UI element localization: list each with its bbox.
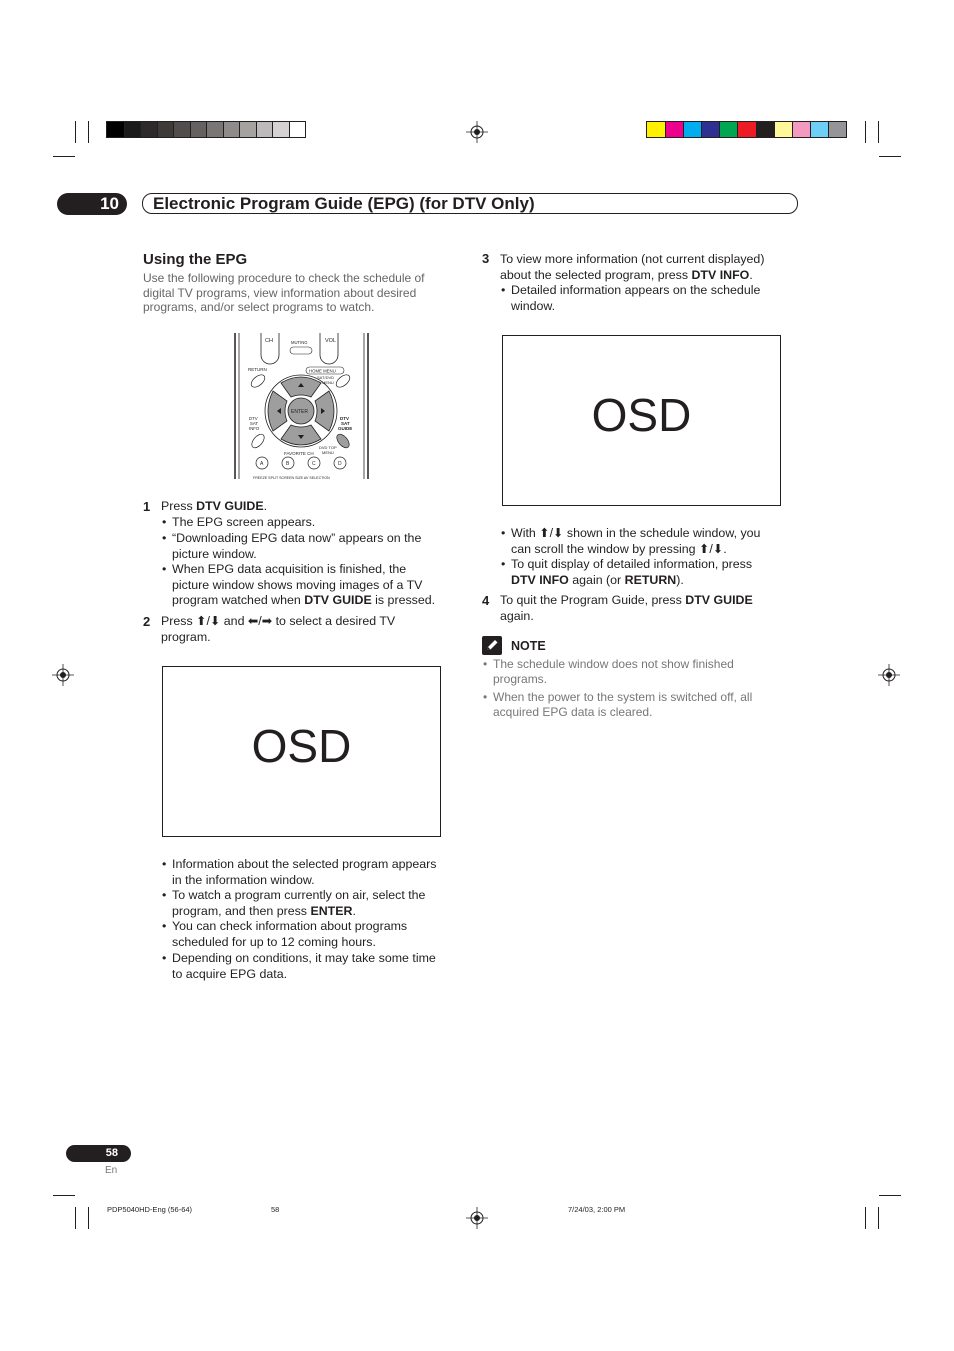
remote-label: GUIDE [338,426,353,431]
remote-label: MUTING [291,340,308,345]
intro-line: digital TV programs, view information about desired [143,285,417,300]
remote-label: B [286,461,290,467]
remote-label: FAVORITE CH [284,451,314,456]
remote-label: D [338,461,342,467]
remote-label: C [312,461,316,467]
step-number: 1 [143,499,151,514]
remote-label: SAT/DVD [317,375,335,380]
registration-target-icon [466,1207,488,1229]
up-down-arrow-icon: ⬆/⬇ [539,526,564,540]
color-swatch [239,122,256,137]
color-swatch [107,122,124,137]
chapter-number: 10 [57,193,127,215]
osd-bullet: • To quit display of detailed information, press DTV INFO again (or RETURN). [501,557,753,587]
color-swatch [792,122,810,137]
section-intro [143,271,463,315]
step-1-text: Press DTV GUIDE. [161,499,268,513]
color-swatch [272,122,289,137]
color-swatch [737,122,755,137]
note-item: • The schedule window does not show finished programs. [483,657,734,686]
section-heading: Using the EPG [143,251,248,268]
remote-label: MENU [322,450,334,455]
step-1-bullet: • When EPG data acquisition is finished, the picture window shows moving images of a TV program watched when DTV GUIDE is pressed. [162,562,436,608]
step-4-text: To quit the Program Guide, press DTV GUIDE again. [500,593,753,623]
step-1-bullet: • The EPG screen appears. [162,515,316,529]
color-swatch [719,122,737,137]
osd-bullet: • Depending on conditions, it may take some time to acquire EPG data. [162,951,436,981]
color-swatch [774,122,792,137]
osd-label: OSD [251,720,352,772]
remote-label: DVD TOP [319,445,337,450]
step-number: 2 [143,614,151,629]
registration-target-icon [52,664,74,686]
step-number: 3 [482,251,490,266]
color-swatch [124,122,141,137]
color-swatch [223,122,240,137]
up-down-arrow-icon: ⬆/⬇ [196,614,221,628]
remote-label: HOME MENU [309,368,336,374]
color-swatch [173,122,190,137]
remote-label: DTV [249,416,258,421]
osd-bullet: • You can check information about programs scheduled for up to 12 coming hours. [162,919,408,949]
step-number: 4 [482,593,490,608]
color-swatch [810,122,828,137]
color-swatch [206,122,223,137]
print-sheet-number: 58 [271,1205,280,1214]
osd-placeholder [162,666,441,837]
remote-label: MENU [322,380,334,385]
chapter-title: Electronic Program Guide (EPG) (for DTV Only) [153,194,535,213]
step-3-text: To view more information (not current displayed) about the selected program, press DTV INFO. [500,252,765,282]
remote-control-illustration [233,333,370,479]
color-swatch [157,122,174,137]
grayscale-bar [106,121,306,138]
remote-label: INFO [249,426,260,431]
note-title: NOTE [511,639,546,653]
intro-line: Use the following procedure to check the schedule of [143,271,425,285]
color-swatch [289,122,306,137]
language-code: En [105,1165,118,1176]
color-swatch [647,122,665,137]
osd-bullet: • Information about the selected program appears in the information window. [162,857,437,887]
color-swatch [665,122,683,137]
osd-label: OSD [591,389,692,441]
up-down-arrow-icon: ⬆/⬇ [699,541,724,556]
note-pencil-icon [482,636,502,655]
osd-bullet: • With ⬆/⬇ shown in the schedule window, you can scroll the window by pressing ⬆/⬇. [501,526,761,556]
remote-label: SAT [250,421,259,426]
registration-target-icon [878,664,900,686]
remote-label: A [260,461,264,467]
registration-target-icon [466,121,488,143]
print-timestamp: 7/24/03, 2:00 PM [568,1205,626,1214]
color-swatch [190,122,207,137]
color-swatch [828,122,846,137]
osd-bullet: • To watch a program currently on air, select the program, and then press ENTER. [162,888,426,918]
color-bar [646,121,847,138]
left-right-arrow-icon: ⬅/➡ [247,614,273,628]
color-swatch [140,122,157,137]
intro-line: programs, and/or select programs to watch. [143,300,375,314]
remote-label: SAT [341,421,350,426]
print-file-name: PDP5040HD-Eng (56-64) [107,1205,193,1214]
color-swatch [701,122,719,137]
step-2-text: Press ⬆/⬇ and ⬅/➡ to select a desired TV program. [161,614,396,644]
remote-label: VOL [325,338,337,344]
step-3-bullet: • Detailed information appears on the schedule window. [501,283,761,313]
remote-label: FREEZE SPLIT SCREEN SIZE AV SELECTION [253,476,330,479]
step-1-bullet: • “Downloading EPG data now” appears on the picture window. [162,531,422,561]
osd-placeholder [502,335,781,506]
color-swatch [683,122,701,137]
remote-label: ENTER [291,409,308,415]
page-number: 58 [66,1145,131,1162]
color-swatch [256,122,273,137]
color-swatch [756,122,774,137]
remote-label: RETURN [248,367,267,372]
note-item: • When the power to the system is switched off, all acquired EPG data is cleared. [483,690,753,719]
remote-label: CH [265,338,273,344]
remote-label: DTV [340,416,349,421]
